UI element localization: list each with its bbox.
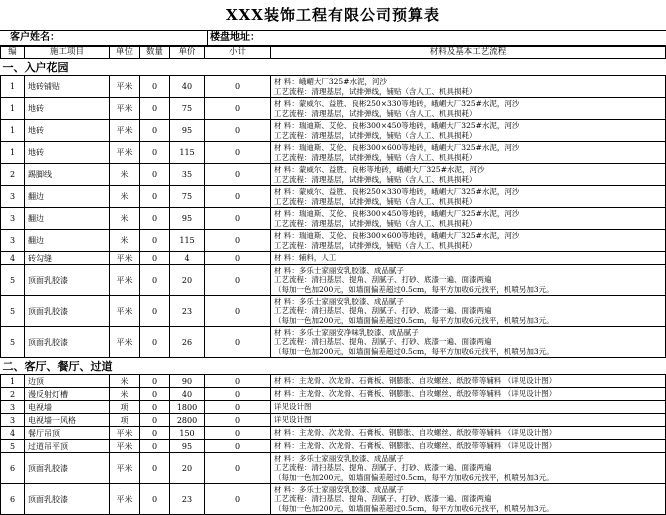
item-name: 踢脚线 (25, 164, 110, 186)
item-quantity: 0 (140, 186, 170, 208)
item-subtotal: 0 (205, 164, 271, 186)
materials-line: 材 料：峨嵋大厂325#水泥，河沙 (274, 77, 387, 86)
materials-line: 详见设计图 (274, 402, 312, 412)
materials-cell (271, 401, 666, 414)
item-quantity: 0 (140, 252, 170, 265)
item-subtotal: 0 (205, 265, 271, 296)
table-row (1, 453, 666, 484)
materials-cell (271, 230, 666, 252)
item-subtotal: 0 (205, 453, 271, 484)
row-number: 3 (1, 414, 25, 427)
row-number: 6 (1, 453, 25, 484)
item-unit: 项 (110, 414, 140, 427)
item-subtotal: 0 (205, 484, 271, 515)
item-name: 顶面乳胶漆 (25, 296, 110, 327)
row-number: 5 (1, 440, 25, 453)
materials-line: 材 料：多乐士家丽安乳胶漆、成品腻子 (274, 453, 404, 463)
materials-cell (271, 208, 666, 230)
item-unit-price: 95 (170, 208, 205, 230)
item-unit-price: 23 (170, 484, 205, 515)
row-number: 4 (1, 427, 25, 440)
row-number: 4 (1, 252, 25, 265)
item-quantity: 0 (140, 164, 170, 186)
table-row (1, 230, 666, 252)
materials-line: 材 料：主龙骨、次龙骨、石膏板、钢膨胀、自攻螺丝、纸胶带等辅料 （详见设计图） (274, 389, 557, 399)
item-name: 砖勾缝 (25, 252, 110, 265)
materials-cell (271, 414, 666, 427)
materials-line: 材 料：主龙骨、次龙骨、石膏板、钢膨胀、自攻螺丝、纸胶带等辅料 （详见设计图） (274, 441, 557, 451)
item-subtotal: 0 (205, 98, 271, 120)
item-unit-price: 90 (170, 375, 205, 388)
item-quantity: 0 (140, 142, 170, 164)
materials-cell (271, 120, 666, 142)
col-header-item: 施工项目 (25, 47, 110, 59)
col-header-unit: 单位 (110, 47, 140, 59)
customer-name-label: 客户姓名： (0, 31, 208, 45)
item-subtotal: 0 (205, 76, 271, 98)
item-unit: 米 (110, 230, 140, 252)
row-number: 1 (1, 375, 25, 388)
table-row (1, 120, 666, 142)
col-header-materials: 材料及基本工艺流程 (271, 47, 666, 59)
materials-line: 材 料：辅料，人工 (274, 253, 337, 263)
materials-line: 工艺流程：清扫基层、提角、刮腻子、打砂、底漆一遍、面漆两遍 (274, 494, 492, 504)
materials-line: 材 料：瑞迪斯、艾伦、良彬300×600等地砖，峨嵋大厂325#水泥，河沙 (274, 231, 520, 240)
item-unit: 平米 (110, 252, 140, 265)
table-row (1, 401, 666, 414)
item-name: 电视墙 (25, 401, 110, 414)
row-number: 5 (1, 327, 25, 358)
row-number: 1 (1, 98, 25, 120)
item-quantity: 0 (140, 427, 170, 440)
item-subtotal: 0 (205, 401, 271, 414)
table-row (1, 164, 666, 186)
materials-line: 材 料：多乐士家丽安净味乳胶漆、成品腻子 (274, 327, 419, 337)
materials-line: 工艺流程：清理基层，试排弹线，铺贴（含人工、机具损耗） (274, 196, 477, 206)
item-quantity: 0 (140, 388, 170, 401)
item-subtotal: 0 (205, 427, 271, 440)
section-title: 二、客厅、餐厅、过道 (1, 358, 666, 375)
item-unit-price: 20 (170, 265, 205, 296)
item-quantity: 0 (140, 453, 170, 484)
item-unit-price: 4 (170, 252, 205, 265)
materials-line: （每加一色加200元，如墙面偏差超过0.5cm，每平方加收6元找平，机喷另加3元。 (274, 503, 554, 513)
table-row (1, 98, 666, 120)
section-row (1, 358, 666, 375)
materials-cell (271, 388, 666, 401)
budget-table (0, 46, 666, 515)
section-row (1, 59, 666, 76)
item-name: 翻边 (25, 186, 110, 208)
materials-line: （每加一色加200元，如墙面偏差超过0.5cm，每平方加收6元找平，机喷另加3元。 (274, 472, 554, 482)
item-quantity: 0 (140, 296, 170, 327)
materials-line: 材 料：蒙威尔、益胜、良彬250×330等地砖，峨嵋大厂325#水泥，河沙 (274, 99, 520, 108)
item-name: 顶面乳胶漆 (25, 265, 110, 296)
item-unit: 平米 (110, 98, 140, 120)
item-unit-price: 95 (170, 120, 205, 142)
materials-cell (271, 252, 666, 265)
materials-cell (271, 186, 666, 208)
materials-line: 工艺流程：清理基层，试排弹线，铺贴（含人工、机具损耗） (274, 108, 477, 118)
materials-cell (271, 164, 666, 186)
item-name: 地砖 (25, 142, 110, 164)
item-quantity: 0 (140, 265, 170, 296)
item-subtotal: 0 (205, 120, 271, 142)
item-unit: 米 (110, 164, 140, 186)
item-unit-price: 115 (170, 230, 205, 252)
materials-line: 材 料：多乐士家丽安乳胶漆、成品腻子 (274, 265, 404, 275)
table-row (1, 142, 666, 164)
item-quantity: 0 (140, 98, 170, 120)
materials-cell (271, 440, 666, 453)
col-header-subtotal: 小计 (205, 47, 271, 59)
item-subtotal: 0 (205, 186, 271, 208)
table-row (1, 208, 666, 230)
item-unit: 平米 (110, 427, 140, 440)
item-unit: 平米 (110, 120, 140, 142)
table-row (1, 296, 666, 327)
item-name: 顶面乳胶漆 (25, 453, 110, 484)
item-quantity: 0 (140, 230, 170, 252)
item-unit: 平米 (110, 453, 140, 484)
row-number: 3 (1, 401, 25, 414)
row-number: 3 (1, 186, 25, 208)
row-number: 3 (1, 208, 25, 230)
row-number: 6 (1, 484, 25, 515)
info-row (0, 31, 666, 46)
item-unit-price: 2800 (170, 414, 205, 427)
materials-cell (271, 327, 666, 358)
materials-cell (271, 375, 666, 388)
item-name: 地砖 (25, 120, 110, 142)
item-quantity: 0 (140, 76, 170, 98)
item-name: 地砖铺贴 (25, 76, 110, 98)
item-unit-price: 40 (170, 388, 205, 401)
item-unit: 平米 (110, 76, 140, 98)
materials-cell (271, 484, 666, 515)
item-unit: 平米 (110, 484, 140, 515)
item-quantity: 0 (140, 375, 170, 388)
item-subtotal: 0 (205, 375, 271, 388)
item-unit: 平米 (110, 142, 140, 164)
item-unit-price: 1800 (170, 401, 205, 414)
item-unit: 平米 (110, 440, 140, 453)
item-unit-price: 40 (170, 76, 205, 98)
item-unit-price: 115 (170, 142, 205, 164)
item-unit-price: 35 (170, 164, 205, 186)
item-quantity: 0 (140, 440, 170, 453)
item-unit: 平米 (110, 296, 140, 327)
item-subtotal: 0 (205, 230, 271, 252)
materials-line: （每加一色加200元，如墙面偏差超过0.5cm，每平方加收6元找平，机喷另加3元。 (274, 284, 554, 294)
sheet-title: XXX装饰工程有限公司预算表 (0, 0, 666, 31)
table-row (1, 76, 666, 98)
section-title: 一、入户花园 (1, 59, 666, 76)
materials-line: 工艺流程：清理基层，试排弹线，铺贴（含人工、机具损耗） (274, 240, 477, 250)
table-row (1, 327, 666, 358)
materials-line: 工艺流程：清扫基层、提角、刮腻子、打砂、底漆一遍、面漆两遍 (274, 306, 492, 316)
item-name: 顶面乳胶漆 (25, 327, 110, 358)
item-name: 过道吊平顶 (25, 440, 110, 453)
materials-line: 材 料：主龙骨、次龙骨、石膏板、钢膨胀、自攻螺丝、纸胶带等辅料 （详见设计图） (274, 428, 557, 438)
item-unit: 平米 (110, 265, 140, 296)
item-unit: 项 (110, 401, 140, 414)
item-subtotal: 0 (205, 388, 271, 401)
row-number: 5 (1, 296, 25, 327)
item-subtotal: 0 (205, 440, 271, 453)
materials-line: 工艺流程：清理基层，试排弹线，铺贴（含人工、机具损耗） (274, 130, 477, 140)
item-name: 漫反射灯槽 (25, 388, 110, 401)
item-quantity: 0 (140, 401, 170, 414)
materials-line: 工艺流程：清理基层，试排弹线，铺贴（含人工、机具损耗） (274, 218, 477, 228)
materials-cell (271, 265, 666, 296)
materials-line: （每加一色加200元，如墙面偏差超过0.5cm，每平方加收6元找平，机喷另加3元。 (274, 315, 554, 325)
row-number: 1 (1, 120, 25, 142)
header-row (1, 47, 666, 59)
item-name: 翻边 (25, 208, 110, 230)
materials-line: （每加一色加200元，如墙面偏差超过0.5cm，每平方加收6元找平，机喷另加3元。 (274, 346, 554, 356)
materials-cell (271, 98, 666, 120)
item-unit: 米 (110, 388, 140, 401)
item-unit-price: 23 (170, 296, 205, 327)
item-name: 边顶 (25, 375, 110, 388)
materials-line: 工艺流程：清扫基层、提角、刮腻子、打砂、底漆一遍、面漆两遍 (274, 337, 492, 347)
item-name: 电视墙一风格 (25, 414, 110, 427)
materials-cell (271, 453, 666, 484)
item-name: 地砖 (25, 98, 110, 120)
table-row (1, 414, 666, 427)
table-row (1, 484, 666, 515)
row-number: 5 (1, 265, 25, 296)
item-subtotal: 0 (205, 414, 271, 427)
item-unit: 米 (110, 375, 140, 388)
item-unit-price: 75 (170, 98, 205, 120)
row-number: 1 (1, 142, 25, 164)
property-address-label: 楼盘地址： (210, 32, 260, 43)
table-row (1, 388, 666, 401)
materials-line: 详见设计图 (274, 415, 312, 425)
item-unit: 米 (110, 186, 140, 208)
materials-line: 材 料：瑞迪斯、艾伦、良彬300×450等地砖，峨嵋大厂325#水泥，河沙 (274, 209, 520, 218)
item-quantity: 0 (140, 414, 170, 427)
item-quantity: 0 (140, 120, 170, 142)
item-subtotal: 0 (205, 208, 271, 230)
col-header-no: 编 (1, 47, 25, 59)
item-name: 顶面乳胶漆 (25, 484, 110, 515)
table-row (1, 427, 666, 440)
row-number: 3 (1, 230, 25, 252)
materials-cell (271, 76, 666, 98)
item-subtotal: 0 (205, 142, 271, 164)
materials-cell (271, 296, 666, 327)
item-quantity: 0 (140, 484, 170, 515)
materials-line: 材 料：蒙威尔、益胜、良彬250×330等地砖，峨嵋大厂325#水泥，河沙 (274, 187, 520, 196)
item-unit-price: 95 (170, 440, 205, 453)
item-quantity: 0 (140, 327, 170, 358)
row-number: 1 (1, 76, 25, 98)
budget-table-body (1, 47, 666, 515)
materials-line: 工艺流程：清理基层，试排弹线，铺贴（含人工、机具损耗） (274, 152, 477, 162)
materials-line: 材 料：瑞迪斯、艾伦、良彬300×600等地砖，峨嵋大厂325#水泥，河沙 (274, 143, 520, 152)
item-subtotal: 0 (205, 327, 271, 358)
item-unit-price: 26 (170, 327, 205, 358)
item-unit: 米 (110, 208, 140, 230)
materials-cell (271, 142, 666, 164)
materials-line: 材 料：主龙骨、次龙骨、石膏板、钢膨胀、自攻螺丝、纸胶带等辅料 （详见设计图） (274, 376, 557, 386)
table-row (1, 186, 666, 208)
item-quantity: 0 (140, 208, 170, 230)
materials-line: 材 料：蒙威尔、益胜、良彬等地砖，峨嵋大厂325#水泥，河沙 (274, 165, 485, 174)
item-unit-price: 150 (170, 427, 205, 440)
table-row (1, 440, 666, 453)
materials-line: 工艺流程：清扫基层、提角、刮腻子、打砂、底漆一遍、面漆两遍 (274, 275, 492, 285)
item-name: 餐厅吊顶 (25, 427, 110, 440)
materials-line: 工艺流程：清扫基层、提角、刮腻子、打砂、底漆一遍、面漆两遍 (274, 463, 492, 473)
table-row (1, 265, 666, 296)
materials-cell (271, 427, 666, 440)
item-name: 翻边 (25, 230, 110, 252)
table-row (1, 252, 666, 265)
col-header-price: 单价 (170, 47, 205, 59)
item-subtotal: 0 (205, 252, 271, 265)
row-number: 2 (1, 164, 25, 186)
item-subtotal: 0 (205, 296, 271, 327)
materials-line: 材 料：多乐士家丽安乳胶漆、成品腻子 (274, 484, 404, 494)
table-row (1, 375, 666, 388)
item-unit-price: 20 (170, 453, 205, 484)
materials-line: 材 料：多乐士家丽安乳胶漆、成品腻子 (274, 296, 404, 306)
row-number: 2 (1, 388, 25, 401)
materials-line: 工艺流程：清理基层，试排弹线，铺贴（含人工、机具损耗） (274, 86, 477, 96)
item-unit: 平米 (110, 327, 140, 358)
col-header-qty: 数量 (140, 47, 170, 59)
materials-line: 材 料：瑞迪斯、艾伦、良彬300×450等地砖，峨嵋大厂325#水泥，河沙 (274, 121, 520, 130)
materials-line: 工艺流程：清理基层，试排弹线，铺贴（含人工、机具损耗） (274, 174, 477, 184)
item-unit-price: 75 (170, 186, 205, 208)
